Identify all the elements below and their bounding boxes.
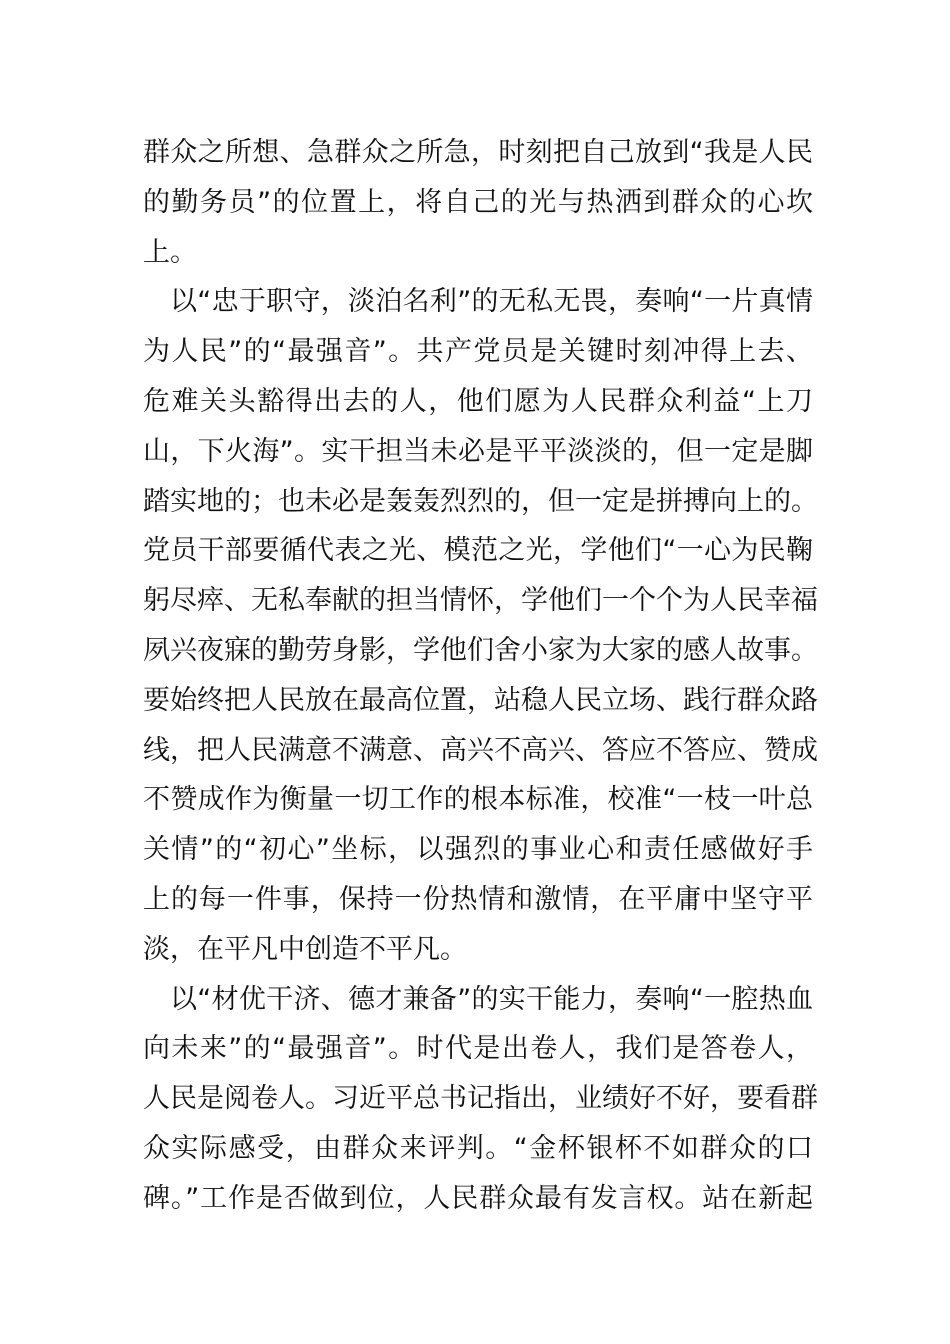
text-line: 为人民”的“最强音”。共产党员是关键时刻冲得上去、 [143,336,813,368]
text-line: 夙兴夜寐的勤劳身影，学他们舍小家为大家的感人故事。 [143,634,818,666]
text-line: 众实际感受，由群众来评判。“金杯银杯不如群众的口 [143,1132,813,1164]
text-line: 党员干部要循代表之光、模范之光，学他们“一心为民鞠 [143,535,813,567]
text-line: 群众之所想、急群众之所急，时刻把自己放到“我是人民 [143,137,813,168]
text-line: 以“材优干济、德才兼备”的实干能力，奏响“一腔热血 [170,983,813,1015]
text-line: 线，把人民满意不满意、高兴不高兴、答应不答应、赞成 [143,734,818,766]
text-line: 碑。”工作是否做到位，人民群众最有发言权。站在新起 [143,1182,813,1214]
text-line: 要始终把人民放在最高位置，站稳人民立场、践行群众路 [143,684,818,716]
text-line: 淡，在平凡中创造不平凡。 [143,933,467,965]
body-text [143,128,818,1224]
text-line: 危难关头豁得出去的人，他们愿为人民群众利益“上刀 [143,385,813,417]
text-line: 不赞成作为衡量一切工作的根本标准，校准“一枝一叶总 [143,784,813,816]
text-line: 关情”的“初心”坐标，以强烈的事业心和责任感做好手 [143,834,813,866]
text-line: 以“忠于职守，淡泊名利”的无私无畏，奏响“一片真情 [170,286,813,318]
text-line: 的勤务员”的位置上，将自己的光与热洒到群众的心坎 [143,186,813,218]
text-line: 向未来”的“最强音”。时代是出卷人，我们是答卷人， [143,1033,813,1065]
text-line: 上。 [143,236,197,268]
text-line: 人民是阅卷人。习近平总书记指出，业绩好不好，要看群 [143,1083,818,1115]
text-line: 躬尽瘁、无私奉献的担当情怀，学他们一个个为人民幸福 [143,585,818,617]
text-line: 山，下火海”。实干担当未必是平平淡淡的，但一定是脚 [143,435,813,467]
text-line: 踏实地的；也未必是轰轰烈烈的，但一定是拼搏向上的。 [143,485,818,517]
text-line: 上的每一件事，保持一份热情和激情，在平庸中坚守平 [143,883,813,915]
